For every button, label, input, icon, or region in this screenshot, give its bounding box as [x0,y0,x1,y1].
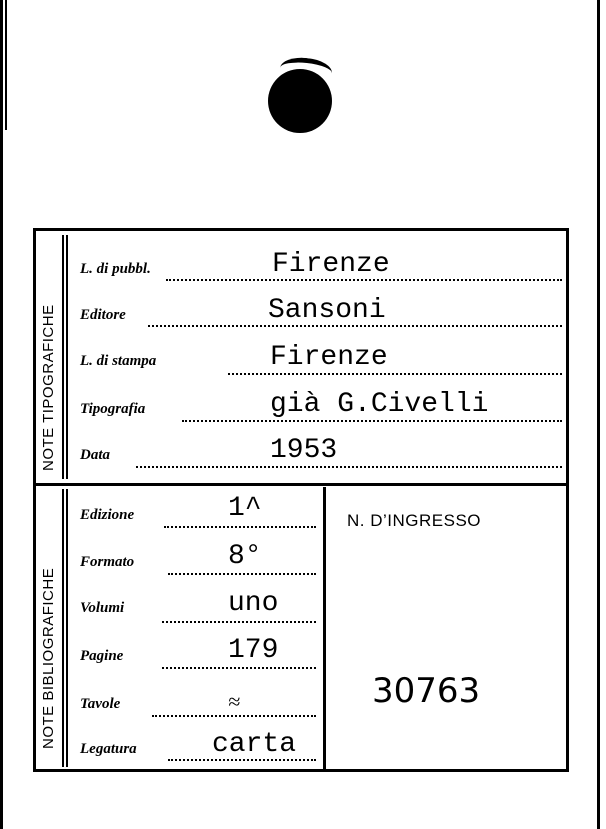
card-right-edge [597,0,600,829]
field-value-editore: Sansoni [268,295,386,326]
ingresso-label: N. D’INGRESSO [347,511,482,530]
field-label-edizione: Edizione [80,507,135,523]
field-line [162,667,316,669]
field-value-edizione: 1^ [228,493,262,524]
field-value-luogo-pubblicazione: Firenze [272,249,390,280]
field-value-data: 1953 [270,435,338,466]
field-value-tipografia: già G.Civelli [270,389,489,420]
field-line [136,466,562,468]
field-value-volumi: uno [228,588,279,619]
section-divider [36,483,566,486]
card-left-edge-inner [5,0,7,130]
side-rule [66,235,68,479]
side-rule [62,235,64,479]
punch-hole [268,69,332,133]
field-label-formato: Formato [80,554,135,570]
catalog-card-form [33,228,569,772]
field-label-tavole: Tavole [80,696,121,712]
section-label-tipografiche: NOTE TIPOGRAFICHE [40,304,57,471]
field-line [152,715,316,717]
ingresso-number: 30763 [372,671,481,711]
field-label-data: Data [80,447,110,463]
field-label-luogo-pubblicazione: L. di pubbl. [80,261,151,277]
field-value-luogo-stampa: Firenze [270,342,388,373]
tavole-crossed-out-handwriting: ≈ [228,689,241,714]
field-line [182,420,562,422]
field-line [164,526,316,528]
field-line [228,373,562,375]
field-label-pagine: Pagine [80,648,124,664]
field-line [162,621,316,623]
side-rule [66,489,68,767]
field-label-legatura: Legatura [80,741,137,757]
column-divider [323,487,326,769]
field-value-legatura: carta [212,729,297,760]
field-value-pagine: 179 [228,635,279,666]
field-label-editore: Editore [80,307,126,323]
field-label-volumi: Volumi [80,600,125,616]
field-value-formato: 8° [228,541,262,572]
side-rule [62,489,64,767]
field-line [168,573,316,575]
field-label-luogo-stampa: L. di stampa [80,353,157,369]
section-label-bibliografiche: NOTE BIBLIOGRAFICHE [40,567,57,749]
card-left-edge [0,0,3,829]
field-label-tipografia: Tipografia [80,401,146,417]
